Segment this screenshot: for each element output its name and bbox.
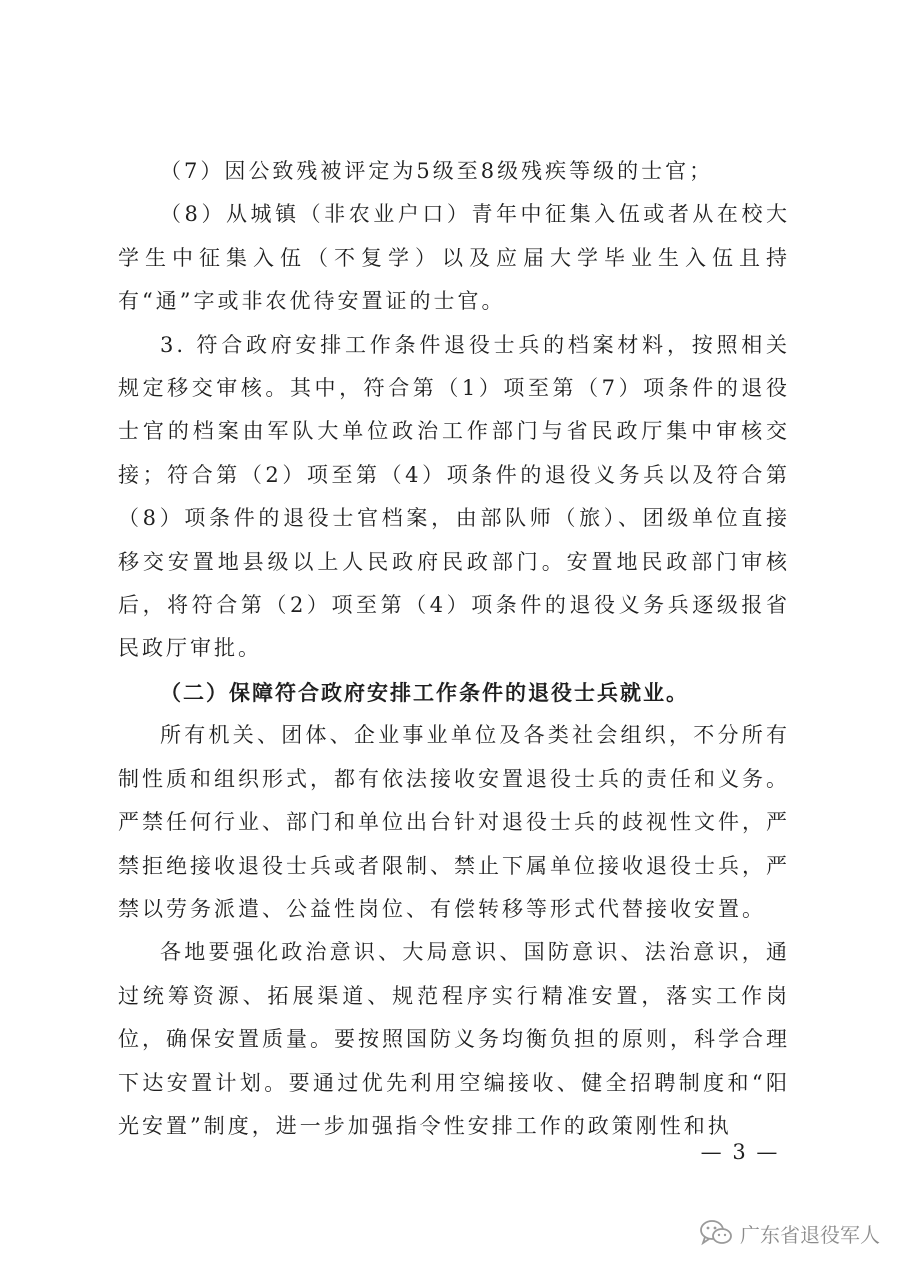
- paragraph-archive-review: 3. 符合政府安排工作条件退役士兵的档案材料，按照相关规定移交审核。其中，符合第（1）项至第（7）项条件的退役士官的档案由军队大单位政治工作部门与省民政厅集中审核交接；符合第（2）项至第（4）项条件的退役义务兵以及符合第（8）项条件的退役士官档案，由部队师（旅）、团级单位直接移交安置地县级以上人民政府民政部门。安置地民政部门审核后，将符合第（2）项至第（4）项条件的退役义务兵逐级报省民政厅审批。: [118, 332, 790, 661]
- paragraph-employment-duty: 所有机关、团体、企业事业单位及各类社会组织，不分所有制性质和组织形式，都有依法接收安置退役士兵的责任和义务。严禁任何行业、部门和单位出台针对退役士兵的歧视性文件，严禁拒绝接收退役士兵或者限制、禁止下属单位接收退役士兵，严禁以劳务派遣、公益性岗位、有偿转移等形式代替接收安置。: [118, 723, 790, 921]
- watermark-text: 广东省退役军人: [740, 1222, 880, 1247]
- paragraph-item-8: （8）从城镇（非农业户口）青年中征集入伍或者从在校大学生中征集入伍（不复学）以及应届大学毕业生入伍且持有“通”字或非农优待安置证的士官。: [118, 202, 790, 314]
- section-heading: （二）保障符合政府安排工作条件的退役士兵就业。: [160, 679, 689, 705]
- page-number: — 3 —: [700, 1140, 780, 1164]
- paragraph-placement-plan: 各地要强化政治意识、大局意识、国防意识、法治意识，通过统筹资源、拓展渠道、规范程序实行精准安置，落实工作岗位，确保安置质量。要按照国防义务均衡负担的原则，科学合理下达安置计划。要通过优先利用空编接收、健全招聘制度和“阳光安置”制度，进一步加强指令性安排工作的政策刚性和执: [118, 940, 790, 1138]
- wechat-official-account-icon: [698, 1218, 734, 1248]
- document-body: [118, 150, 790, 1148]
- paragraph-item-7: （7）因公致残被评定为5级至8级残疾等级的士官；: [160, 159, 714, 183]
- watermark: [698, 1218, 880, 1248]
